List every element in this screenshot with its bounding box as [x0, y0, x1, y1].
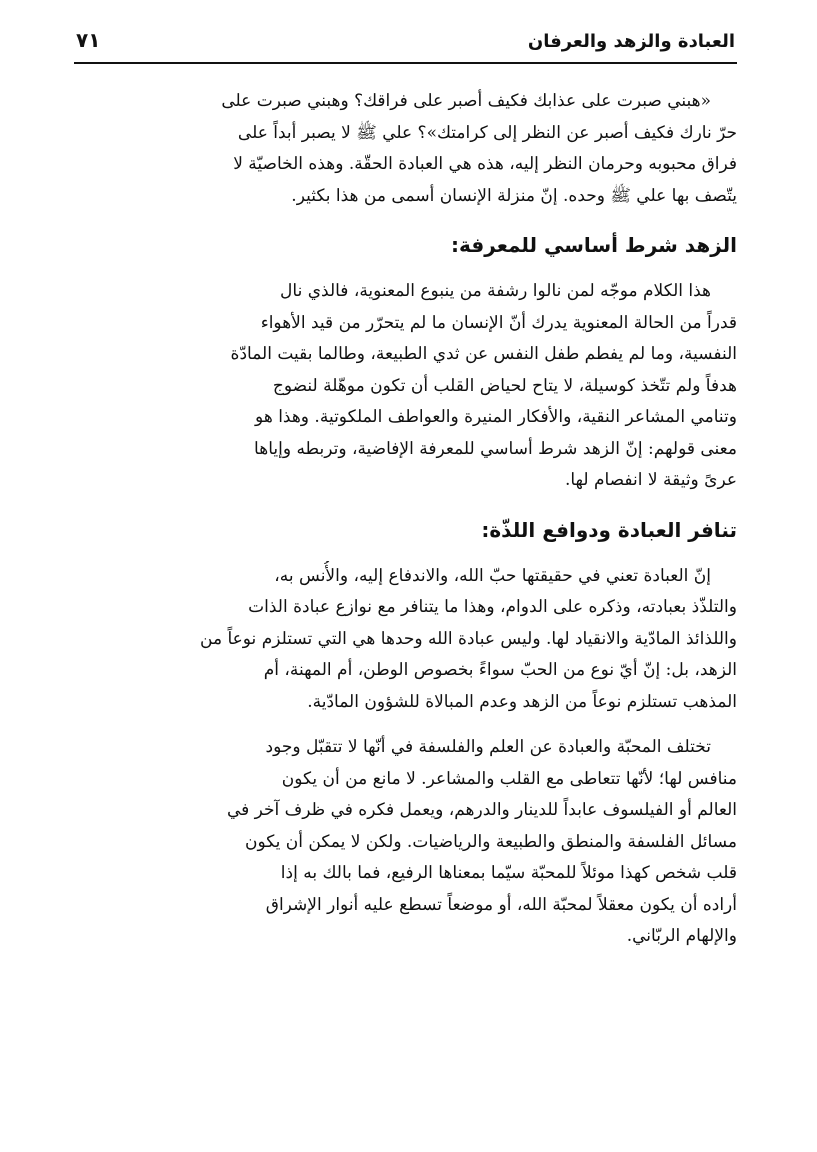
section-heading-asceticism: الزهد شرط أساسي للمعرفة:: [451, 233, 737, 257]
running-header: [74, 28, 737, 64]
paragraph-line: وتنامي المشاعر النقية، والأفكار المنيرة والعواطف الملكوتية. وهذا هو: [255, 407, 737, 427]
paragraph-line: تختلف المحبّة والعبادة عن العلم والفلسفة في أنّها لا تتقبّل وجود: [265, 737, 711, 757]
section-heading-worship-pleasure: تنافر العبادة ودوافع اللذّة:: [481, 517, 737, 542]
paragraph-line: أراده أن يكون معقلاً لمحبّة الله، أو موضعاً تسطع عليه أنوار الإشراق: [265, 894, 737, 915]
page-content: [74, 86, 737, 953]
book-page: [74, 28, 737, 953]
paragraph-line: العالم أو الفيلسوف عابداً للدينار والدرهم، ويعمل فكره في ظرف آخر في: [226, 800, 737, 820]
paragraph-quote: [74, 86, 737, 212]
paragraph-line: إنّ العبادة تعني في حقيقتها حبّ الله، والاندفاع إليه، والأُنس به،: [274, 565, 711, 586]
paragraph-line: «هبني صبرت على عذابك فكيف أصبر على فراقك؟ وهبني صبرت على: [221, 91, 711, 111]
paragraph-worship: [74, 561, 737, 719]
paragraph-line: هدفاً ولم تتّخذ كوسيلة، لا يتاح لحياض القلب أن تكون موهّلة لنضوج: [272, 375, 737, 396]
paragraph-line: قدراً من الحالة المعنوية يدرك أنّ الإنسان ما لم يتحرّر من قيد الأهواء: [260, 312, 737, 333]
paragraph-line: منافس لها؛ لأنّها تتعاطى مع القلب والمشاعر. لا مانع من أن يكون: [281, 768, 737, 789]
paragraph-line: النفسية، وما لم يفطم طفل النفس عن ثدي الطبيعة، وطالما بقيت المادّة: [230, 344, 737, 364]
paragraph-gap: [74, 718, 737, 732]
paragraph-line: معنى قولهم: إنّ الزهد شرط أساسي للمعرفة الإفاضية، وتربطه وإياها: [254, 438, 737, 459]
paragraph-line: والتلذّذ بعبادته، وذكره على الدوام، وهذا ما يتنافر مع نوازع عبادة الذات: [248, 597, 737, 617]
paragraph-line: مسائل الفلسفة والمنطق والطبيعة والرياضيات. ولكن لا يمكن أن يكون: [245, 831, 737, 852]
paragraph-line: قلب شخص كهذا موئلاً للمحبّة سيّما بمعناها الرفيع، فما بالك به إذا: [280, 863, 737, 883]
paragraph-love-philosophy: [74, 732, 737, 953]
paragraph-line: الزهد، بل: إنّ أيّ نوع من الحبّ سواءً بخصوص الوطن، أم المهنة، أم: [263, 660, 737, 680]
page-number: ٧١: [76, 28, 101, 52]
paragraph-line: فراق محبوبه وحرمان النظر إليه، هذه هي العبادة الحقّة. وهذه الخاصيّة لا: [233, 154, 737, 174]
paragraph-line: والإلهام الربّاني.: [626, 926, 737, 946]
paragraph-line: واللذائذ المادّية والانقياد لها. وليس عبادة الله وحدها هي التي تستلزم نوعاً من: [200, 628, 737, 649]
paragraph-asceticism: [74, 276, 737, 497]
paragraph-line: المذهب تستلزم نوعاً من الزهد وعدم المبالاة للشؤون المادّية.: [307, 691, 737, 712]
paragraph-line: هذا الكلام موجّه لمن نالوا رشفة من ينبوع المعنوية، فالذي نال: [280, 281, 711, 301]
running-title: العبادة والزهد والعرفان: [527, 31, 735, 52]
paragraph-line: حرّ نارك فكيف أصبر عن النظر إلى كرامتك»؟ علي ﷺ لا يصبر أبداً على: [237, 122, 737, 143]
paragraph-line: يتّصف بها علي ﷺ وحده. إنّ منزلة الإنسان أسمى من هذا بكثير.: [291, 185, 737, 206]
paragraph-line: عرىً وثيقة لا انفصام لها.: [564, 470, 737, 490]
